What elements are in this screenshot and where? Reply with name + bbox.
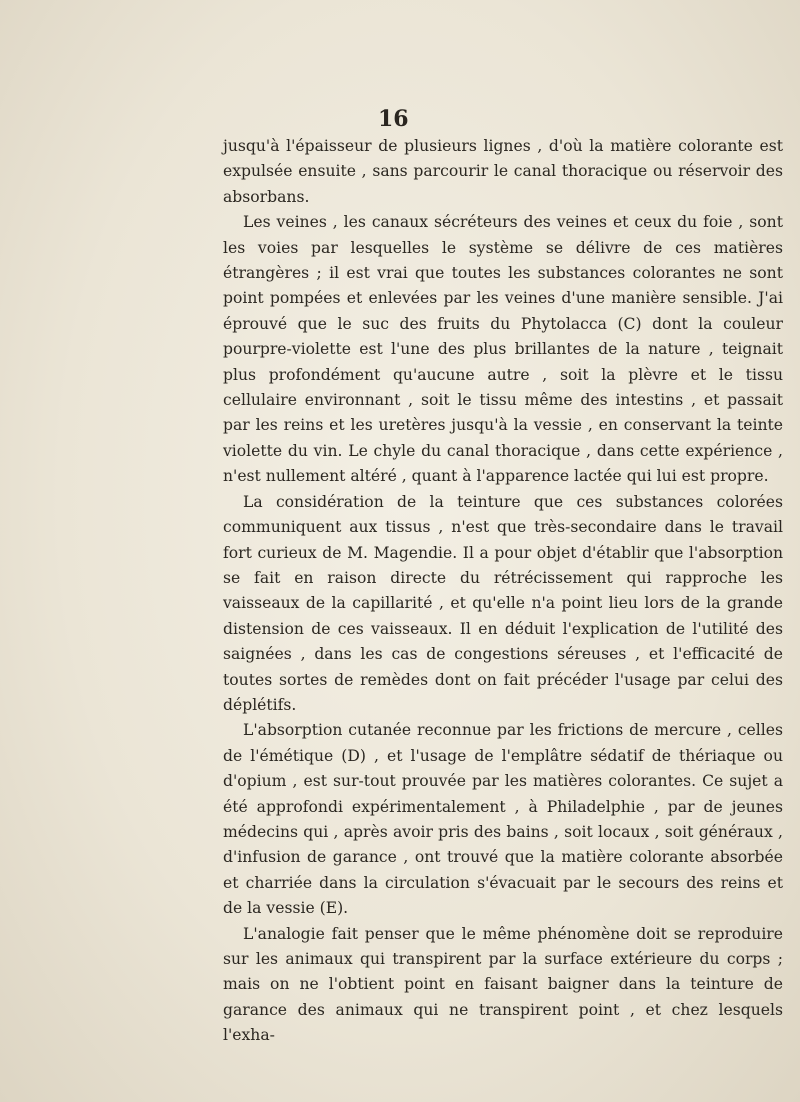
paragraph-4: L'absorption cutanée reconnue par les frictions de mercure , celles de l'émétique (D) , et l'usage de l'emplâtre sédatif de thériaque ou d'opium , est sur-tout prouvée par les matières colorantes. Ce sujet a été approfondi expérimentalement , à Philadelphie , par de jeunes médecins qui , après avoir pris des bains , soit locaux , soit généraux , d'infusion de garance , ont trouvé que la matière colorante absorbée et charriée dans la circulation s'évacuait par le secours des reins et de la vessie (E). (223, 721, 783, 918)
paragraph-2: Les veines , les canaux sécréteurs des veines et ceux du foie , sont les voies par lesquelles le système se délivre de ces matières étrangères ; il est vrai que toutes les substances colorantes ne sont point pompées et enlevées par les veines d'une manière sensible. J'ai éprouvé que le suc des fruits du Phytolacca (C) dont la couleur pourpre-violette est l'une des plus brillantes de la nature , teignait plus profondément qu'aucune autre , soit la plèvre et le tissu cellulaire environnant , soit le tissu même des intestins , et passait par les reins et les uretères jusqu'à la vessie , en conservant la teinte violette du vin. Le chyle du canal thoracique , dans cette expérience , n'est nullement altéré , quant à l'apparence lactée qui lui est propre. (223, 213, 783, 486)
paragraph-3: La considération de la teinture que ces substances colorées communiquent aux tissus , n'est que très-secondaire dans le travail fort curieux de M. Magendie. Il a pour objet d'établir que l'absorption se fait en raison directe du rétrécissement qui rapproche les vaisseaux de la capillarité , et qu'elle n'a point lieu lors de la grande distension de ces vaisseaux. Il en déduit l'explication de l'utilité des saignées , dans les cas de congestions séreuses , et l'efficacité de toutes sortes de remèdes dont on fait précéder l'usage par celui des déplétifs. (223, 492, 783, 714)
paragraph-1: jusqu'à l'épaisseur de plusieurs lignes , d'où la matière colorante est expulsée ensuite , sans parcourir le canal thoracique ou réservoir des absorbans. (223, 137, 783, 206)
page-number: 16 (378, 106, 409, 132)
paragraph-5: L'analogie fait penser que le même phénomène doit se reproduire sur les animaux qui transpirent par la surface extérieure du corps ; mais on ne l'obtient point en faisant baigner dans la teinture de garance des animaux qui ne transpirent point , et chez lesquels l'exha- (223, 924, 783, 1045)
body-text (223, 134, 783, 1049)
